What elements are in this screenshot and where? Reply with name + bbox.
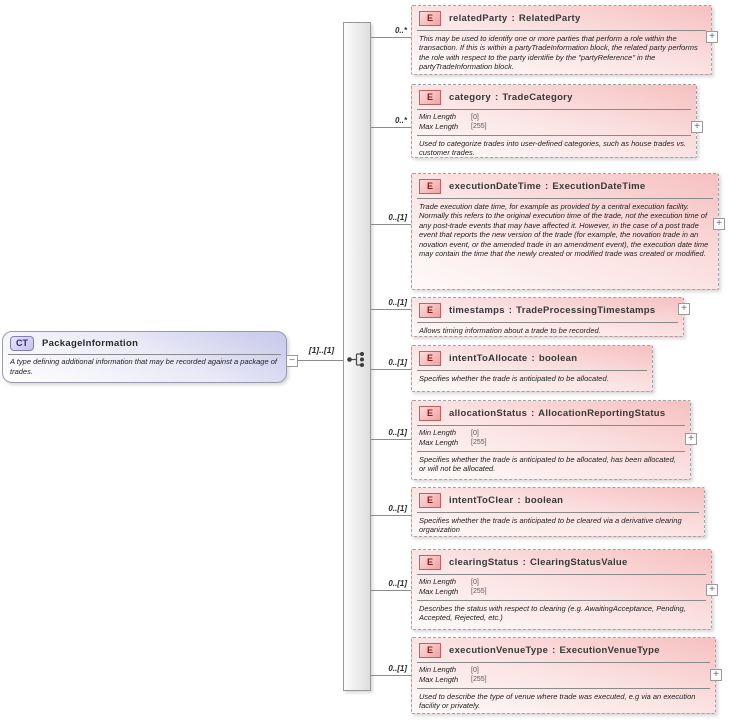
facet-row [419, 122, 690, 132]
facet-name: Max Length [419, 437, 459, 447]
connector-line [371, 224, 411, 225]
element-doc: Specifies whether the trade is anticipated to be allocated, has been allocated, or will not be allocated. [419, 454, 676, 473]
complex-type-icon: CT [10, 336, 34, 351]
element-icon: E [419, 11, 441, 26]
cardinality-label: 0..* [394, 116, 407, 125]
expand-toggle[interactable]: + [678, 303, 690, 315]
element-icon: E [419, 351, 441, 366]
expand-toggle[interactable]: + [685, 433, 697, 445]
connector-line [371, 515, 411, 516]
element-icon: E [419, 303, 441, 318]
element-header [412, 346, 652, 369]
element-box-intenttoallocate[interactable] [411, 345, 653, 392]
element-box-allocationstatus[interactable] [411, 400, 691, 480]
element-title: category : TradeCategory [449, 92, 573, 103]
element-header [412, 6, 711, 29]
facet-row [419, 675, 709, 685]
element-box-category[interactable] [411, 84, 697, 158]
facet-row [419, 112, 690, 122]
cardinality-label: 0..[1] [388, 504, 407, 513]
element-box-executiondatetime[interactable] [411, 173, 719, 290]
element-doc: Trade execution date time, for example as provided by a central execution facility. Normally this refers to the original execution time of the trade, not the execution time of any post-trade events that may have affected it. However, in the case of a post trade event that reports the new version of the trade (for example, the novation trade in an novation event, or the amended trade in an amendment event), the execution date time may contain the time that the newly created or modified trade was created or modified. [419, 202, 709, 259]
element-doc: Allows timing information about a trade to be recorded. [419, 326, 601, 335]
connector-line [371, 369, 411, 370]
expand-toggle[interactable]: + [706, 584, 718, 596]
complex-type-title: PackageInformation [42, 338, 139, 349]
element-header [412, 401, 690, 424]
connector-line [371, 309, 411, 310]
element-box-clearingstatus[interactable] [411, 549, 712, 630]
element-box-timestamps[interactable] [411, 297, 684, 337]
expand-toggle[interactable]: + [691, 121, 703, 133]
element-icon: E [419, 90, 441, 105]
expand-toggle[interactable]: + [706, 31, 718, 43]
element-doc: Specifies whether the trade is anticipated to be cleared via a derivative clearing organization [419, 516, 682, 535]
element-box-executionvenuetype[interactable] [411, 637, 716, 714]
connector-line [371, 439, 411, 440]
connector-line [371, 675, 411, 676]
facet-row [419, 428, 684, 438]
cardinality-label: 0..[1] [388, 664, 407, 673]
facet-list [412, 575, 711, 599]
facet-name: Min Length [419, 577, 457, 586]
element-icon: E [419, 555, 441, 570]
element-icon: E [419, 406, 441, 421]
element-doc: Specifies whether the trade is anticipated to be allocated. [419, 374, 609, 383]
connector-line [371, 127, 411, 128]
expand-toggle[interactable]: + [710, 669, 722, 681]
facet-value: [0] [471, 113, 479, 121]
facet-row [419, 587, 705, 597]
element-doc: This may be used to identify one or more parties that perform a role within the transaction. If this is within a partyTradeInformation block, the related party performs the role with respect to the party identifie by the "partyReference" in the partyTradeInformation block. [419, 34, 698, 72]
cardinality-label: 0..[1] [388, 298, 407, 307]
element-header [412, 550, 711, 573]
connector-line [298, 360, 343, 361]
element-icon: E [419, 179, 441, 194]
facet-name: Max Length [419, 586, 459, 596]
element-icon: E [419, 643, 441, 658]
expand-toggle[interactable]: + [713, 218, 725, 230]
element-header [412, 174, 718, 197]
cardinality-label: 0..[1] [388, 358, 407, 367]
complex-type-header [3, 332, 286, 353]
element-box-relatedparty[interactable] [411, 5, 712, 75]
facet-value: [255] [471, 676, 487, 684]
element-title: executionVenueType : ExecutionVenueType [449, 645, 660, 656]
facet-row [419, 665, 709, 675]
cardinality-label: 0..[1] [388, 428, 407, 437]
cardinality-label: 0..[1] [388, 213, 407, 222]
element-title: clearingStatus : ClearingStatusValue [449, 557, 628, 568]
cardinality-label: 0..[1] [388, 579, 407, 588]
element-header [412, 488, 704, 511]
root-cardinality-label: [1]..[1] [308, 345, 335, 355]
cardinality-label: 0..* [394, 26, 407, 35]
element-doc: Used to categorize trades into user-defined categories, such as house trades vs. customer trades. [419, 138, 687, 157]
facet-list [412, 663, 715, 687]
connector-line [371, 590, 411, 591]
element-title: intentToClear : boolean [449, 495, 564, 506]
facet-value: [255] [471, 123, 487, 131]
element-title: relatedParty : RelatedParty [449, 13, 581, 24]
element-header [412, 85, 696, 108]
element-box-intenttoclear[interactable] [411, 487, 705, 537]
element-title: allocationStatus : AllocationReportingStatus [449, 408, 666, 419]
element-header [412, 298, 683, 321]
facet-name: Min Length [419, 112, 457, 121]
complex-type-doc: A type defining additional information that may be recorded against a package of trades. [10, 357, 277, 376]
element-title: timestamps : TradeProcessingTimestamps [449, 305, 656, 316]
facet-name: Min Length [419, 665, 457, 674]
facet-value: [255] [471, 588, 487, 596]
facet-value: [255] [471, 439, 487, 447]
facet-name: Max Length [419, 674, 459, 684]
complex-type-box-packageinformation[interactable] [2, 331, 287, 383]
element-icon: E [419, 493, 441, 508]
facet-name: Max Length [419, 121, 459, 131]
collapse-toggle[interactable]: − [286, 355, 298, 367]
element-doc: Used to describe the type of venue where trade was executed, e.g via an execution facility or privately. [419, 691, 696, 710]
element-title: executionDateTime : ExecutionDateTime [449, 181, 646, 192]
facet-value: [0] [471, 578, 479, 586]
element-doc: Describes the status with respect to clearing (e.g. AwaitingAcceptance, Pending, Accepted, Rejected, etc.) [419, 603, 686, 622]
facet-list [412, 110, 696, 134]
connector-line [371, 37, 411, 38]
element-header [412, 638, 715, 661]
facet-value: [0] [471, 429, 479, 437]
element-title: intentToAllocate : boolean [449, 353, 578, 364]
facet-name: Min Length [419, 428, 457, 437]
facet-row [419, 577, 705, 587]
facet-row [419, 438, 684, 448]
facet-list [412, 426, 690, 450]
facet-value: [0] [471, 666, 479, 674]
